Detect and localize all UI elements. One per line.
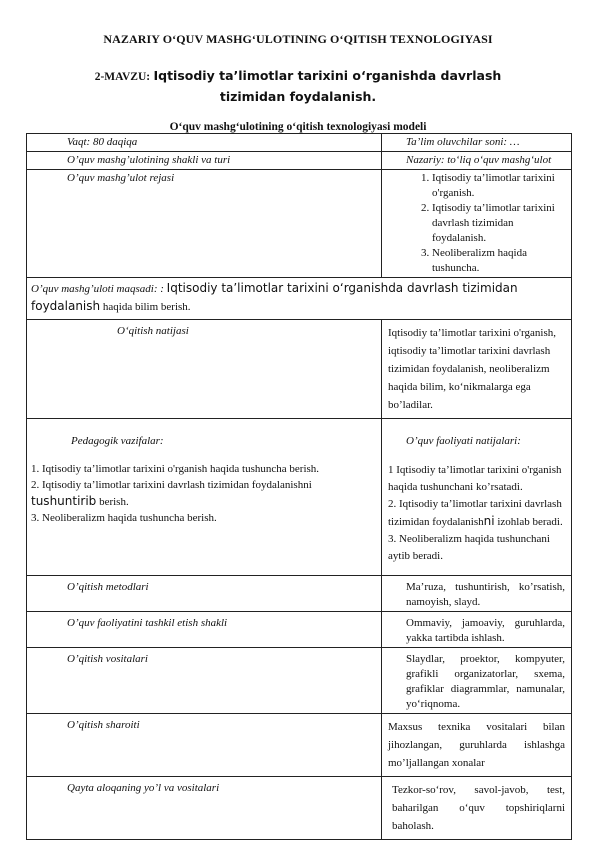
table-row xyxy=(27,170,572,278)
plan-label: O’quv mashg’ulot rejasi xyxy=(27,170,382,278)
pedagogic-task-2-word: tushuntirib xyxy=(31,494,97,508)
activity-result-2-tail: izohlab beradi. xyxy=(497,516,563,528)
plan-list-cell xyxy=(382,170,572,278)
feedback-value: Tezkor-so‘rov, savol-javob, test, baharilgan o‘quv topshiriqlarni baholash. xyxy=(382,777,572,840)
pedagogic-task-2-text: 2. Iqtisodiy ta’limotlar tarixini davrlash tizimidan foydalanishni xyxy=(31,479,312,491)
activity-results-cell xyxy=(382,419,572,576)
activity-result-3: 3. Neoliberalizm haqida tushunchani aytib beradi. xyxy=(388,533,550,562)
activity-result-1: 1 Iqtisodiy ta’limotlar tarixini o'rganish haqida tushunchani ko’rsatadi. xyxy=(388,464,562,493)
table-row xyxy=(27,714,572,777)
pedagogic-task-2-tail: berish. xyxy=(99,496,129,508)
activity-result-2-suffix: ni xyxy=(483,514,495,528)
form-value: Nazariy: to‘liq o‘quv mashg‘ulot xyxy=(382,152,572,170)
conditions-label: O’qitish sharoiti xyxy=(27,714,382,777)
conditions-value: Maxsus texnika vositalari bilan jihozlangan, guruhlarda ishlashga mo’ljallangan xonalar xyxy=(382,714,572,777)
document-title: NAZARIY O‘QUV MASHG‘ULOTINING O‘QITISH TEXNOLOGIYASI xyxy=(103,32,493,46)
goal-label: O’quv mashg’uloti maqsadi: : xyxy=(31,283,164,295)
list-item: 1. Iqtisodiy ta’limotlar tarixini o'rganish. xyxy=(432,171,565,201)
methods-label: O’qitish metodlari xyxy=(27,576,382,612)
topic-title: Iqtisodiy ta’limotlar tarixini o‘rganishda davrlash tizimidan foydalanish. xyxy=(153,68,502,104)
pedagogic-task-2 xyxy=(31,477,377,510)
pedagogic-task-3: 3. Neoliberalizm haqida tushuncha berish. xyxy=(31,512,217,524)
table-row xyxy=(27,648,572,714)
activity-result-2-text: 2. Iqtisodiy ta’limotlar tarixini davrlash tizimidan foydalanish xyxy=(388,498,562,528)
table-row xyxy=(27,320,572,419)
organization-value: Ommaviy, jamoaviy, guruhlarda, yakka tartibda ishlash. xyxy=(382,612,572,648)
table-row xyxy=(27,777,572,840)
topic-label: 2-MAVZU: xyxy=(94,71,151,83)
students-cell: Ta’lim oluvchilar soni: … xyxy=(382,134,572,152)
organization-label: O’quv faoliyatini tashkil etish shakli xyxy=(27,612,382,648)
goal-tail: haqida bilim berish. xyxy=(102,301,191,313)
list-item: 2. Iqtisodiy ta’limotlar tarixini davrlash tizimidan foydalanish. xyxy=(432,201,565,246)
activity-result-2 xyxy=(388,496,567,531)
feedback-label: Qayta aloqaning yo’l va vositalari xyxy=(27,777,382,840)
form-label: O’quv mashg’ulotining shakli va turi xyxy=(27,152,382,170)
time-cell: Vaqt: 80 daqiqa xyxy=(27,134,382,152)
plan-list xyxy=(406,171,565,276)
tools-label: O’qitish vositalari xyxy=(27,648,382,714)
table-row xyxy=(27,419,572,576)
methods-value: Ma’ruza, tushuntirish, ko’rsatish, namoyish, slayd. xyxy=(382,576,572,612)
topic-heading xyxy=(60,66,536,106)
model-title: O‘quv mashg‘ulotining o‘qitish texnologiyasi modeli xyxy=(169,121,427,133)
pedagogic-tasks-cell xyxy=(27,419,382,576)
table-row xyxy=(27,134,572,152)
activity-results-label: O’quv faoliyati natijalari: xyxy=(406,435,521,447)
lesson-model-table xyxy=(26,133,572,840)
result-value: Iqtisodiy ta’limotlar tarixini o'rganish, iqtisodiy ta’limotlar tarixini davrlash tizimidan foydalanish, neoliberalizm haqida bilim, ko‘nikmalarga ega bo’ladilar. xyxy=(382,320,572,419)
tools-value: Slaydlar, proektor, kompyuter, grafikli organizatorlar, sxema, grafiklar diagrammlar, namunalar, yo‘riqnoma. xyxy=(382,648,572,714)
table-row xyxy=(27,152,572,170)
goal-cell xyxy=(27,278,572,320)
table-row xyxy=(27,278,572,320)
pedagogic-tasks-label: Pedagogik vazifalar: xyxy=(71,435,164,447)
table-row xyxy=(27,612,572,648)
pedagogic-task-1: 1. Iqtisodiy ta’limotlar tarixini o'rganish haqida tushuncha berish. xyxy=(31,463,320,475)
list-item: 3. Neoliberalizm haqida tushuncha. xyxy=(432,246,565,276)
table-row xyxy=(27,576,572,612)
goal-topic: Iqtisodiy ta’limotlar tarixini o‘rganishda davrlash tizimidan foydalanish xyxy=(31,281,518,313)
result-label: O‘qitish natijasi xyxy=(27,320,382,419)
